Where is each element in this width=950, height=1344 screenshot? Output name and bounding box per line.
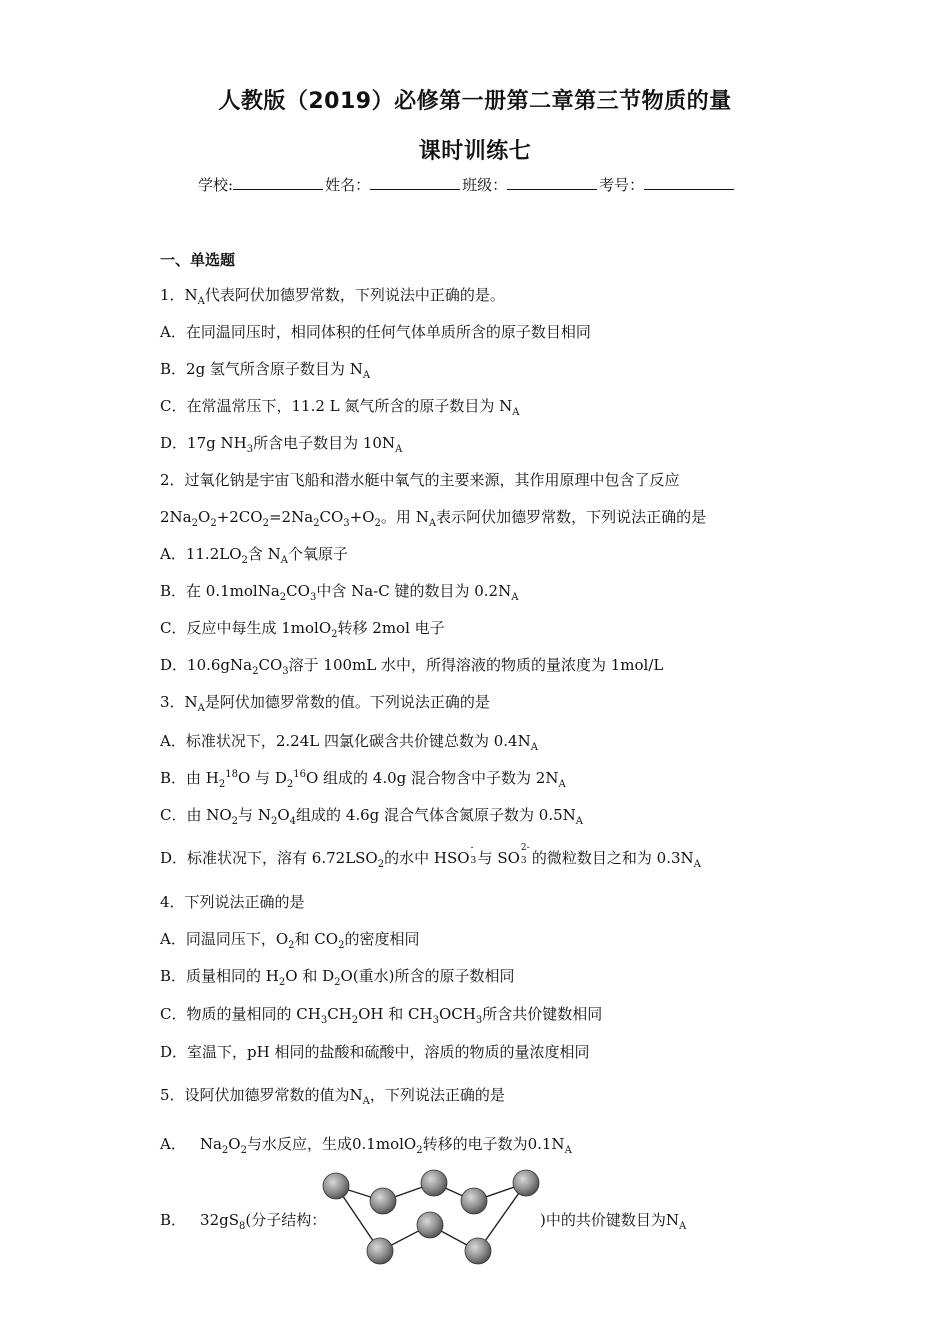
- school-label: 学校:: [198, 176, 234, 194]
- question-4-option-a: A．同温同压下，$O_2$和 $CO_2$的密度相同: [160, 930, 420, 951]
- class-blank[interactable]: [507, 175, 597, 190]
- question-1-option-d: D．17g $NH_3$所含电子数目为 $10N_A$: [160, 434, 403, 455]
- class-label: 班级：: [462, 176, 508, 194]
- question-2-option-d: D．$10.6gNa_2CO_3$溶于 100mL 水中，所得溶液的物质的量浓度为 1mol/L: [160, 656, 664, 677]
- question-3-option-b: B．由 $H_2^{18}O$ 与 $D_2^{16}O$ 组成的 4.0g 混合物含中子数为 $2N_A$: [160, 769, 566, 790]
- worksheet-title: 人教版（2019）必修第一册第二章第三节物质的量: [218, 89, 732, 114]
- question-3-option-d: D．标准状况下，溶有 $6.72LSO_2$的水中 HSO - 3 与 SO 2- 3 的微粒数目之和为 $0.3N_A$: [160, 843, 701, 870]
- question-1-option-b: B．2g 氢气所含原子数目为 $N_A$: [160, 360, 371, 381]
- sulfur-atom: [323, 1173, 349, 1199]
- sulfur-atom: [367, 1238, 393, 1264]
- question-2-equation: $2Na_2O_2+2CO_2=2Na_2CO_3+O_2$。用 $N_A$表示阿伏加德罗常数，下列说法正确的是: [160, 508, 707, 529]
- sulfur-atom: [421, 1170, 447, 1196]
- question-3-option-a: A．标准状况下，2.24L 四氯化碳含共价键总数为 $0.4N_A$: [160, 732, 538, 753]
- s8-crown-molecule-icon: [318, 1163, 542, 1275]
- question-4-option-b: B．质量相同的 $H_2O$ 和 $D_2O$(重水)所含的原子数相同: [160, 967, 515, 988]
- sulfur-atom: [461, 1188, 487, 1214]
- section-heading: 一、单选题: [160, 251, 236, 269]
- question-5-option-a: A． $Na_2O_2$与水反应，生成0.1molO$_2$转移的电子数为$0.1N_A$: [160, 1135, 572, 1156]
- question-2-option-c: C．反应中每生成 1molO$_2$转移 2mol 电子: [160, 619, 445, 640]
- question-4-option-c: C．物质的量相同的 $CH_3CH_2OH$ 和 $CH_3OCH_3$所含共价键数相同: [160, 1005, 603, 1026]
- question-1-option-c: C．在常温常压下，11.2 L 氮气所含的原子数目为 $N_A$: [160, 397, 520, 418]
- school-blank[interactable]: [233, 175, 323, 190]
- question-5-option-b-text: B． $32gS_8$(分子结构：: [160, 1211, 327, 1232]
- sulfur-atom: [513, 1170, 539, 1196]
- question-5-option-b-tail: )中的共价键数目为$N_A$: [540, 1211, 687, 1232]
- exam-no-label: 考号：: [599, 176, 645, 194]
- sulfur-atom: [370, 1188, 396, 1214]
- question-3-stem: 3．$N_A$是阿伏加德罗常数的值。下列说法正确的是: [160, 693, 490, 714]
- question-5-stem: 5．设阿伏加德罗常数的值为$N_A$，下列说法正确的是: [160, 1086, 505, 1107]
- molecule-atoms: [323, 1170, 539, 1264]
- sulfur-atom: [417, 1212, 443, 1238]
- student-info-fields: [198, 174, 736, 195]
- worksheet-subtitle: 课时训练七: [418, 139, 532, 164]
- question-3-option-c: C．由 $NO_2$与 $N_2O_4$组成的 4.6g 混合气体含氮原子数为 $0.5N_A$: [160, 806, 583, 827]
- question-2-stem: 2．过氧化钠是宇宙飞船和潜水艇中氧气的主要来源，其作用原理中包含了反应: [160, 471, 680, 489]
- name-label: 姓名：: [325, 176, 371, 194]
- sulfur-atom: [465, 1238, 491, 1264]
- question-2-option-b: B．在 $0.1molNa_2CO_3$中含 Na-C 键的数目为 $0.2N_A$: [160, 582, 519, 603]
- question-1-option-a: A．在同温同压时，相同体积的任何气体单质所含的原子数目相同: [160, 323, 591, 341]
- name-blank[interactable]: [370, 175, 460, 190]
- question-1-stem: 1．$N_A$代表阿伏加德罗常数，下列说法中正确的是。: [160, 286, 505, 307]
- question-4-stem: 4．下列说法正确的是: [160, 893, 305, 911]
- question-4-option-d: D．室温下，pH 相同的盐酸和硫酸中，溶质的物质的量浓度相同: [160, 1043, 590, 1061]
- question-2-option-a: A．$11.2LO_2$含 $N_A$个氧原子: [160, 545, 349, 566]
- exam-no-blank[interactable]: [644, 175, 734, 190]
